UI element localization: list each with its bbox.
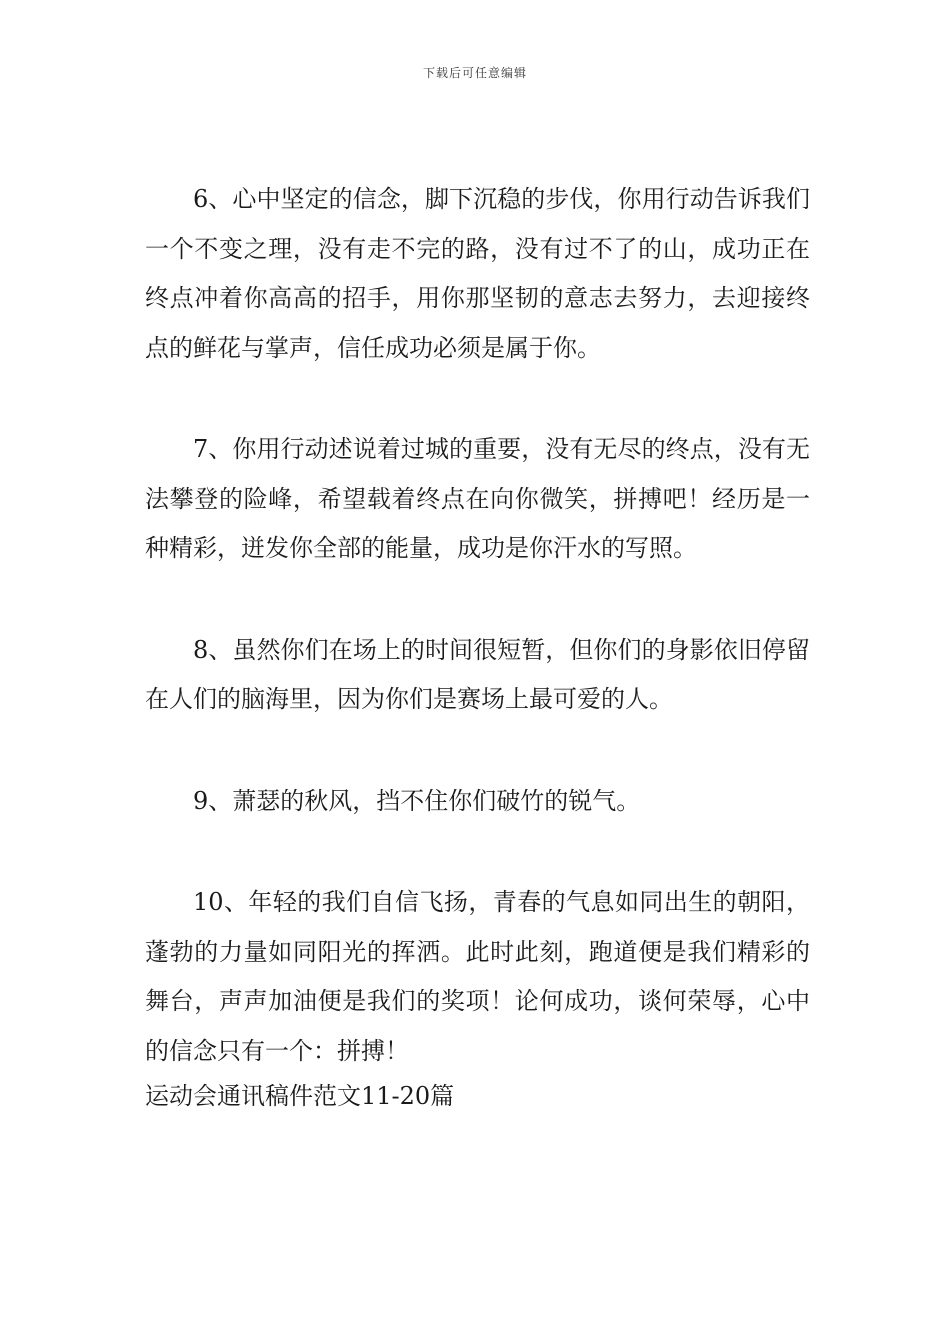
document-body [145, 175, 810, 1116]
paragraph-10: 10、年轻的我们自信飞扬，青春的气息如同出生的朝阳，蓬勃的力量如同阳光的挥洒。此时此刻，跑道便是我们精彩的舞台，声声加油便是我们的奖项！论何成功，谈何荣辱，心中的信念只有一个：拼搏！ [145, 888, 810, 1065]
paragraph-6: 6、心中坚定的信念，脚下沉稳的步伐，你用行动告诉我们一个不变之理，没有走不完的路，没有过不了的山，成功正在终点冲着你高高的招手，用你那坚韧的意志去努力，去迎接终点的鲜花与掌声，信任成功必须是属于你。 [145, 185, 810, 362]
section-heading: 运动会通讯稿件范文11-20篇 [145, 1082, 455, 1110]
paragraph-9: 9、萧瑟的秋风，挡不住你们破竹的锐气。 [193, 786, 641, 815]
page-header-note: 下载后可任意编辑 [422, 66, 527, 80]
paragraph-8: 8、虽然你们在场上的时间很短暂，但你们的身影依旧停留在人们的脑海里，因为你们是赛场上最可爱的人。 [145, 635, 810, 713]
paragraph-7: 7、你用行动述说着过城的重要，没有无尽的终点，没有无法攀登的险峰，希望载着终点在向你微笑，拼搏吧！经历是一种精彩，迸发你全部的能量，成功是你汗水的写照。 [145, 435, 810, 562]
